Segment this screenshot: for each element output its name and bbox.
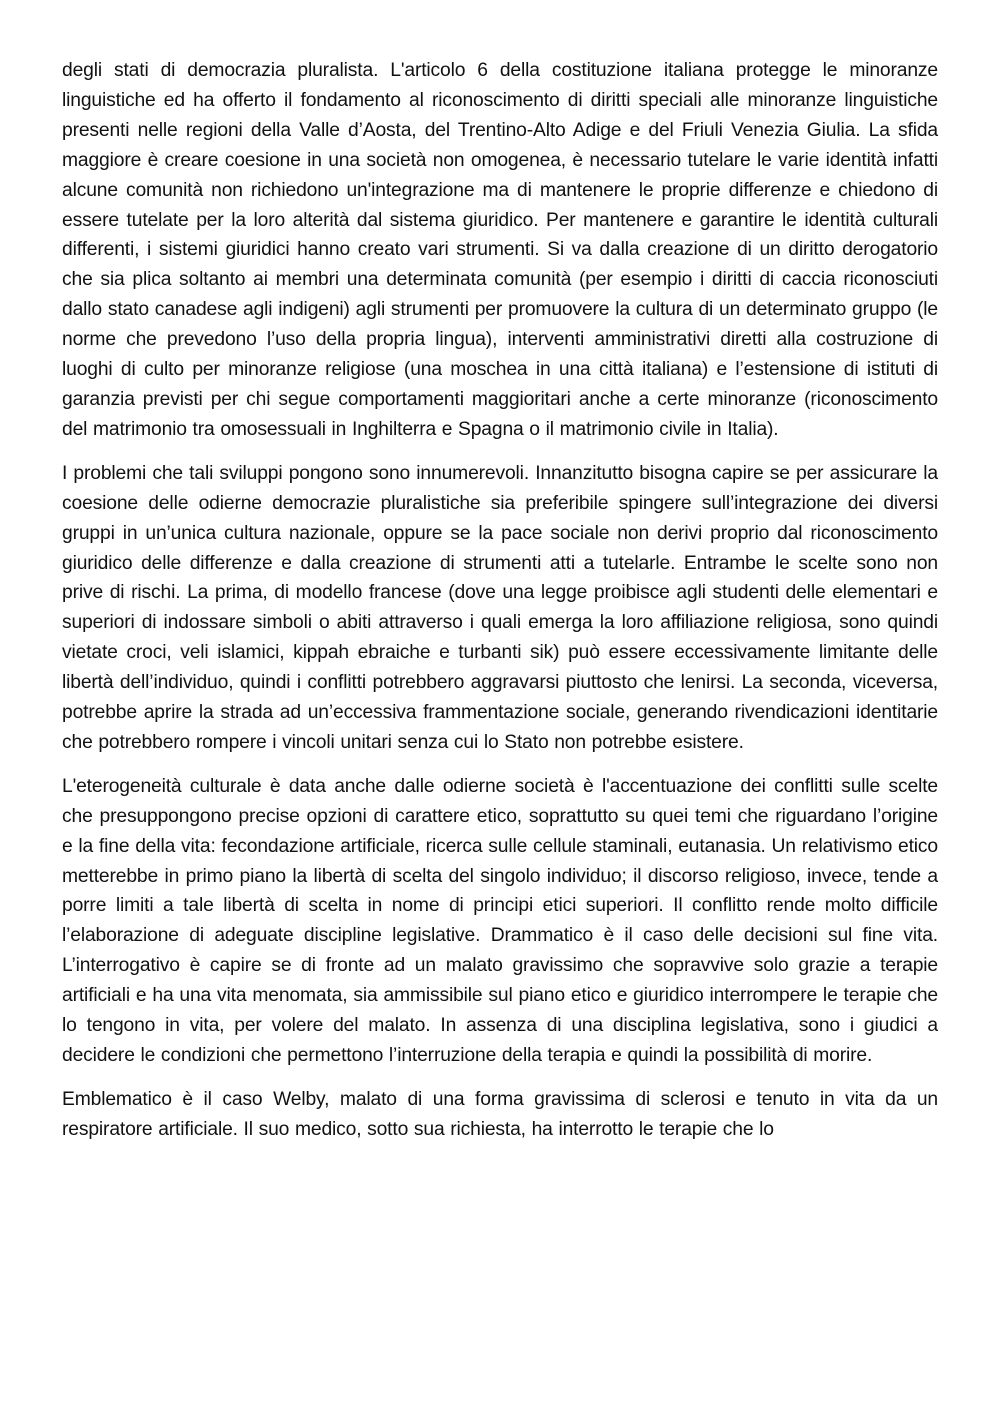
- paragraph-welby: Emblematico è il caso Welby, malato di una forma gravissima di sclerosi e tenuto in vita da un respiratore artificiale. Il suo medico, sotto sua richiesta, ha interrotto le terapie che lo: [62, 1088, 938, 1140]
- paragraph-problemi: I problemi che tali sviluppi pongono sono innumerevoli. Innanzitutto bisogna capire se per assicurare la coesione delle odierne democrazie pluralistiche sia preferibile spingere sull’integrazione dei diversi gruppi in un’unica cultura nazionale, oppure se la pace sociale non derivi proprio dal riconoscimento giuridico delle differenze e dalla creazione di strumenti atti a tutelarle. Entrambe le scelte sono non prive di rischi. La prima, di modello francese (dove una legge proibisce agli studenti delle elementari e superiori di indossare simboli o abiti attraverso i quali emerga la loro affiliazione religiosa, sono quindi vietate croci, veli islamici, kippah ebraiche e turbanti sik) può essere eccessivamente limitante delle libertà dell’individuo, quindi i conflitti potrebbero aggravarsi piuttosto che lenirsi. La seconda, viceversa, potrebbe aprire la strada ad un’eccessiva frammentazione sociale, generando rivendicazioni identitarie che potrebbero rompere i vincoli unitari senza cui lo Stato non potrebbe esistere.: [62, 462, 938, 753]
- paragraph-minoranze: degli stati di democrazia pluralista. L'articolo 6 della costituzione italiana protegge le minoranze linguistiche ed ha offerto il fondamento al riconoscimento di diritti speciali alle minoranze linguistiche presenti nelle regioni della Valle d’Aosta, del Trentino-Alto Adige e del Friuli Venezia Giulia. La sfida maggiore è creare coesione in una società non omogenea, è necessario tutelare le varie identità infatti alcune comunità non richiedono un'integrazione ma di mantenere le proprie differenze e chiedono di essere tutelate per la loro alterità dal sistema giuridico. Per mantenere e garantire le identità culturali differenti, i sistemi giuridici hanno creato vari strumenti. Si va dalla creazione di un diritto derogatorio che sia plica soltanto ai membri una determinata comunità (per esempio i diritti di caccia riconosciuti dallo stato canadese agli indigeni) agli strumenti per promuovere la cultura di un determinato gruppo (le norme che prevedono l’uso della propria lingua), interventi amministrativi diretti alla costruzione di luoghi di culto per minoranze religiose (una moschea in una città italiana) e l’estensione di istituti di garanzia previsti per chi segue comportamenti maggioritari anche a certe minoranze (riconoscimento del matrimonio tra omosessuali in Inghilterra e Spagna o il matrimonio civile in Italia).: [62, 60, 938, 440]
- document-page: [62, 56, 938, 1159]
- paragraph-eterogeneita: L'eterogeneità culturale è data anche dalle odierne società è l'accentuazione dei conflitti sulle scelte che presuppongono precise opzioni di carattere etico, soprattutto su quei temi che riguardano l’origine e la fine della vita: fecondazione artificiale, ricerca sulle cellule staminali, eutanasia. Un relativismo etico metterebbe in primo piano la libertà di scelta del singolo individuo; il discorso religioso, invece, tende a porre limiti a tale libertà di scelta in nome di principi etici superiori. Il conflitto rende molto difficile l’elaborazione di adeguate discipline legislative. Drammatico è il caso delle decisioni sul fine vita. L’interrogativo è capire se di fronte ad un malato gravissimo che sopravvive solo grazie a terapie artificiali e ha una vita menomata, sia ammissibile sul piano etico e giuridico interrompere le terapie che lo tengono in vita, per volere del malato. In assenza di una disciplina legislativa, sono i giudici a decidere le condizioni che permettono l’interruzione della terapia e quindi la possibilità di morire.: [62, 775, 938, 1066]
